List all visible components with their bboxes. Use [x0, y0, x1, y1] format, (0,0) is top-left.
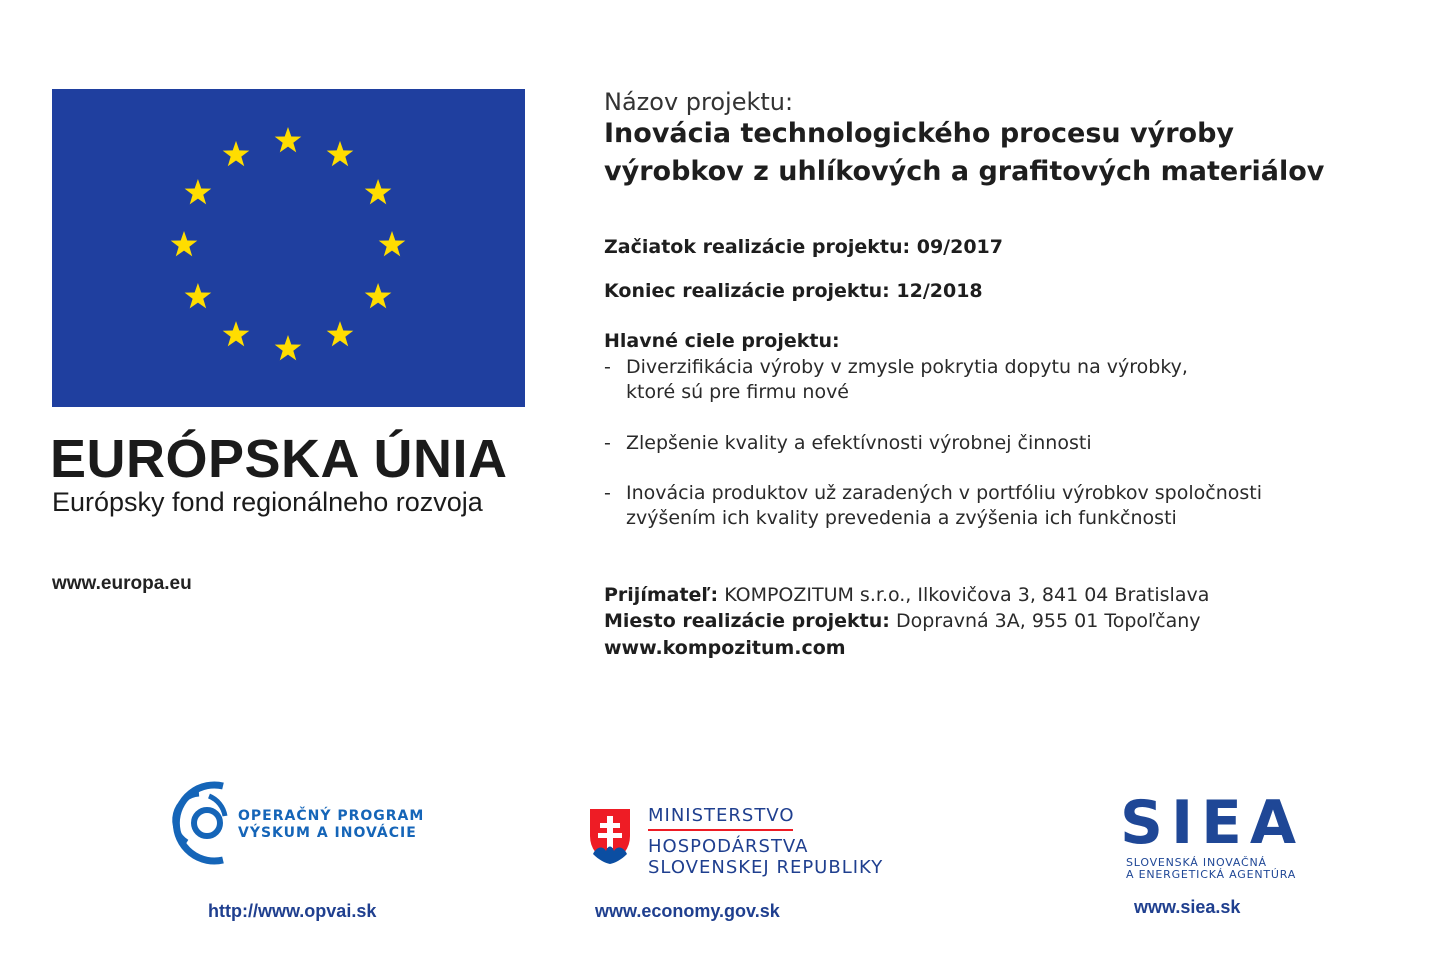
- eu-url-link[interactable]: www.europa.eu: [52, 573, 192, 594]
- ministry-line-3: SLOVENSKEJ REPUBLIKY: [648, 857, 884, 878]
- goal-item-2: - Zlepšenie kvality a efektívnosti výrobnej činnosti: [604, 432, 1092, 454]
- eu-subtitle: Európsky fond regionálneho rozvoja: [52, 487, 483, 517]
- siea-logo: [1120, 793, 1306, 849]
- project-title-line-1: Inovácia technologického procesu výroby: [604, 118, 1235, 149]
- siea-url-link[interactable]: www.siea.sk: [1134, 897, 1241, 917]
- ministry-url-link[interactable]: www.economy.gov.sk: [595, 901, 780, 921]
- project-start: Začiatok realizácie projektu: 09/2017: [604, 236, 1003, 258]
- place: [604, 610, 1201, 632]
- place-label: Miesto realizácie projektu:: [604, 610, 890, 632]
- siea-line-2: A ENERGETICKÁ AGENTÚRA: [1126, 868, 1297, 881]
- siea-logo-text: SIEA: [1120, 793, 1304, 849]
- goals-heading: Hlavné ciele projektu:: [604, 330, 840, 352]
- ministry-line-1: MINISTERSTVO: [648, 805, 795, 826]
- ministry-line-2: HOSPODÁRSTVA: [648, 836, 809, 857]
- goal-3-line-1: Inovácia produktov už zaradených v portfóliu výrobkov spoločnosti: [626, 482, 1263, 504]
- project-title-line-2: výrobkov z uhlíkových a grafitových materiálov: [604, 156, 1325, 187]
- eu-flag: [52, 89, 525, 407]
- goal-2-line-1: Zlepšenie kvality a efektívnosti výrobnej činnosti: [626, 432, 1092, 454]
- recipient: [604, 584, 1209, 606]
- slovak-coat-of-arms-icon: [587, 806, 633, 866]
- goal-3-line-2: zvýšením ich kvality prevedenia a zvýšenia ich funkčnosti: [626, 507, 1177, 529]
- opvai-line-1: OPERAČNÝ PROGRAM: [238, 808, 425, 824]
- goal-1-line-2: ktoré sú pre firmu nové: [626, 381, 849, 403]
- opvai-url-link[interactable]: http://www.opvai.sk: [208, 901, 377, 921]
- opvai-line-2: VÝSKUM A INOVÁCIE: [238, 825, 417, 841]
- project-name-label: Názov projektu:: [604, 88, 794, 116]
- goal-1-line-1: Diverzifikácia výroby v zmysle pokrytia dopytu na výrobky,: [626, 356, 1188, 378]
- goal-item-3: - Inovácia produktov už zaradených v portfóliu výrobkov spoločnosti zvýšením ich kvality prevedenia a zvýšenia ich funkčnosti: [604, 482, 1263, 529]
- project-end: Koniec realizácie projektu: 12/2018: [604, 280, 983, 302]
- recipient-label: Prijímateľ:: [604, 584, 719, 606]
- siea-line-1: SLOVENSKÁ INOVAČNÁ: [1126, 856, 1267, 869]
- place-value: Dopravná 3A, 955 01 Topoľčany: [895, 610, 1201, 632]
- company-website-link[interactable]: www.kompozitum.com: [604, 637, 846, 659]
- opvai-logo-icon: [165, 776, 249, 870]
- goal-item-1: - Diverzifikácia výroby v zmysle pokrytia dopytu na výrobky, ktoré sú pre firmu nové: [604, 356, 1188, 403]
- recipient-value: KOMPOZITUM s.r.o., Ilkovičova 3, 841 04 Bratislava: [724, 584, 1210, 606]
- eu-title: EURÓPSKA ÚNIA: [50, 429, 508, 489]
- ministry-divider: [648, 829, 793, 831]
